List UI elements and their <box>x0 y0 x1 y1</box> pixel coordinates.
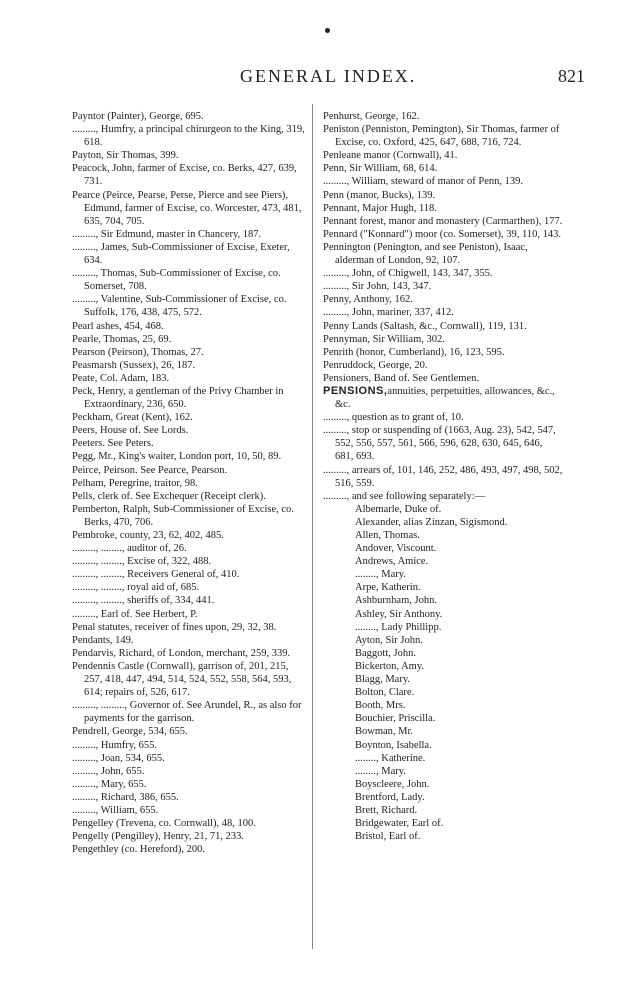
pension-name-list <box>323 503 563 843</box>
index-entry: ........., Sir John, 143, 347. <box>323 281 432 293</box>
index-entry: ........., John, of Chigwell, 143, 347, 355. <box>323 268 493 280</box>
index-entry: ........., William, steward of manor of Penn, 139. <box>323 176 524 188</box>
index-entry: Pelham, Peregrine, traitor, 98. <box>72 477 198 489</box>
index-entry: ........., Richard, 386, 655. <box>72 791 179 803</box>
pension-name: Albemarle, Duke of. <box>355 503 442 515</box>
index-entry: Pennant forest, manor and monastery (Carmarthen), 177. <box>323 215 563 227</box>
index-entry: ........., Humfry, a principal chirurgeon to the King, 319, 618. <box>72 124 305 149</box>
pension-name: Brett, Richard. <box>355 804 418 816</box>
pension-name: Baggott, John. <box>355 647 416 659</box>
pensions-heading: PENSIONS, <box>323 384 388 397</box>
pension-name: Ayton, Sir John. <box>355 634 423 646</box>
index-entry: ........., Sir Edmund, master in Chancery, 187. <box>72 228 262 240</box>
pension-name: Booth, Mrs. <box>355 700 406 712</box>
pension-name: Bolton, Clare. <box>355 687 415 699</box>
entry-text: annuities, perpetuities, allowances, &c., &c. <box>335 385 555 411</box>
page-title: GENERAL INDEX. <box>240 66 417 86</box>
pension-name: ........, Lady Phillipp. <box>355 621 442 633</box>
index-entry: Peckham, Great (Kent), 162. <box>72 412 193 424</box>
index-entry: ........., ........, Receivers General of, 410. <box>72 569 240 581</box>
index-entry: Penal statutes, receiver of fines upon, 29, 32, 38. <box>72 621 277 633</box>
pension-name: Andover, Viscount. <box>355 543 437 555</box>
index-entry: ........., John, 655. <box>72 765 145 777</box>
pension-name: ........, Mary. <box>355 765 406 777</box>
pension-name: Bickerton, Amy. <box>355 660 425 672</box>
pension-name: Bridgewater, Earl of. <box>355 818 444 830</box>
pension-name: Ashburnham, John. <box>355 595 437 607</box>
index-entry: ........., Humfry, 655. <box>72 739 158 751</box>
index-entry: ........., stop or suspending of (1663, Aug. 23), 542, 547, 552, 556, 557, 561, 566, 596, 628, 630, 645, 646, 681, 693. <box>323 425 556 463</box>
right-column <box>323 110 563 843</box>
pension-name: Bristol, Earl of. <box>355 831 421 843</box>
pension-name: ........, Mary. <box>355 569 406 581</box>
index-entry: Pengelly (Pengilley), Henry, 21, 71, 233. <box>72 831 244 843</box>
index-entry: Penhurst, George, 162. <box>323 111 420 122</box>
index-entry: ........., and see following separately:— <box>323 490 486 502</box>
index-entry: Pengethley (co. Hereford), 200. <box>72 844 205 856</box>
index-entry: ........., question as to grant of, 10. <box>323 412 464 424</box>
index-entry: Pennard ("Konnard") moor (co. Somerset), 39, 110, 143. <box>323 228 561 240</box>
index-entry: Payntor (Painter), George, 695. <box>72 111 204 122</box>
index-entry: Pennington (Penington, and see Peniston), Isaac, alderman of London, 92, 107. <box>323 241 528 267</box>
index-entry: ........., ........., Governor of. See Arundel, R., as also for payments for the garrison. <box>72 700 302 725</box>
index-entry: Pearce (Peirce, Pearse, Perse, Pierce and see Piers), Edmund, farmer of Excise, co. Worcester, 473, 481, 635, 704, 705. <box>72 189 302 227</box>
index-entry: ........., ........, auditor of, 26. <box>72 543 187 555</box>
index-entry: Pennyman, Sir William, 302. <box>323 333 445 345</box>
index-entry: ........., John, mariner, 337, 412. <box>323 307 454 319</box>
index-entry: Pendants, 149. <box>72 634 134 646</box>
index-entry: ........., Mary, 655. <box>72 778 147 790</box>
index-entry: Penn, Sir William, 68, 614. <box>323 163 438 175</box>
index-entry: Penny Lands (Saltash, &c., Cornwall), 119, 131. <box>323 320 527 332</box>
pension-name: Bouchier, Priscilla. <box>355 713 436 725</box>
index-entry: Peck, Henry, a gentleman of the Privy Chamber in Extraordinary, 236, 650. <box>72 385 284 411</box>
index-entry: Penruddock, George, 20. <box>323 359 428 371</box>
index-entry: Pemberton, Ralph, Sub-Commissioner of Excise, co. Berks, 470, 706. <box>72 503 294 528</box>
pension-name: Boyscleere, John. <box>355 778 430 790</box>
index-entry: ........., James, Sub-Commissioner of Excise, Exeter, 634. <box>72 241 290 267</box>
index-entry: Pensioners, Band of. See Gentlemen. <box>323 372 480 384</box>
pension-name: Brentford, Lady. <box>355 791 425 803</box>
index-entry: ........., Thomas, Sub-Commissioner of Excise, co. Somerset, 708. <box>72 268 281 293</box>
index-entry: ........., Joan, 534, 655. <box>72 752 165 764</box>
page-number: 821 <box>558 66 585 86</box>
index-entry: ........., ........, sheriffs of, 334, 441. <box>72 595 215 607</box>
pension-name: Bowman, Mr. <box>355 726 414 738</box>
index-entry: Pegg, Mr., King's waiter, London port, 10, 50, 89. <box>72 451 282 463</box>
index-entry: Payton, Sir Thomas, 399. <box>72 150 179 162</box>
pension-name: Arpe, Katherin. <box>355 582 421 594</box>
index-entry: Penrith (honor, Cumberland), 16, 123, 595. <box>323 346 505 358</box>
index-entry: Peasmarsh (Sussex), 26, 187. <box>72 359 196 371</box>
index-entry: ........., ........, Excise of, 322, 488. <box>72 556 212 568</box>
index-entry: Pearson (Peirson), Thomas, 27. <box>72 346 204 358</box>
index-entry: Peacock, John, farmer of Excise, co. Berks, 427, 639, 731. <box>72 163 297 188</box>
index-entry: Peers, House of. See Lords. <box>72 425 189 437</box>
index-entry: Pengelley (Trevena, co. Cornwall), 48, 100. <box>72 818 256 830</box>
column-divider <box>312 104 313 949</box>
right-entries <box>323 110 563 503</box>
pension-name: Blagg, Mary. <box>355 674 411 686</box>
pension-name: Andrews, Amice. <box>355 556 429 568</box>
index-entry: ........., arrears of, 101, 146, 252, 486, 493, 497, 498, 502, 516, 559. <box>323 464 563 489</box>
index-entry: Peate, Col. Adam, 183. <box>72 372 170 384</box>
pension-name: ........, Katherine. <box>355 752 426 764</box>
index-entry: Pendennis Castle (Cornwall), garrison of, 201, 215, 257, 418, 447, 494, 514, 524, 552, 558, 564, 593, 614; repairs of, 526, 617. <box>72 660 292 699</box>
pension-name: Boynton, Isabella. <box>355 739 432 751</box>
pension-name: Ashley, Sir Anthony. <box>355 608 443 620</box>
index-entry: Pendarvis, Richard, of London, merchant, 259, 339. <box>72 647 291 659</box>
index-entry: ........., Valentine, Sub-Commissioner of Excise, co. Suffolk, 176, 438, 475, 572. <box>72 294 287 319</box>
index-entry: Pendrell, George, 534, 655. <box>72 726 188 738</box>
pension-name: Alexander, alias Zinzan, Sigismond. <box>355 516 508 528</box>
index-entry: Pells, clerk of. See Exchequer (Receipt clerk). <box>72 490 266 502</box>
index-entry: Pembroke, county, 23, 62, 402, 485. <box>72 530 224 541</box>
index-entry: Pennant, Major Hugh, 118. <box>323 202 437 214</box>
index-entry: Peirce, Peirson. See Pearce, Pearson. <box>72 464 228 476</box>
index-entry: ........., William, 655. <box>72 804 159 816</box>
index-entry <box>323 385 563 411</box>
index-entry: ........., Earl of. See Herbert, P. <box>72 608 198 620</box>
index-entry: Peniston (Penniston, Pemington), Sir Thomas, farmer of Excise, co. Oxford, 425, 647, 688, 716, 724. <box>323 124 560 149</box>
left-column <box>72 110 306 856</box>
index-entry: Penleane manor (Cornwall), 41. <box>323 150 458 162</box>
index-entry: Peeters. See Peters. <box>72 438 154 450</box>
ink-dot <box>325 28 330 33</box>
index-entry: Pearle, Thomas, 25, 69. <box>72 333 172 345</box>
index-entry: Pearl ashes, 454, 468. <box>72 320 164 332</box>
index-entry: Penn (manor, Bucks), 139. <box>323 189 436 201</box>
pension-name: Allen, Thomas. <box>355 530 420 541</box>
index-entry: Penny, Anthony, 162. <box>323 294 413 306</box>
index-entry: ........., ........, royal aid of, 685. <box>72 582 200 594</box>
